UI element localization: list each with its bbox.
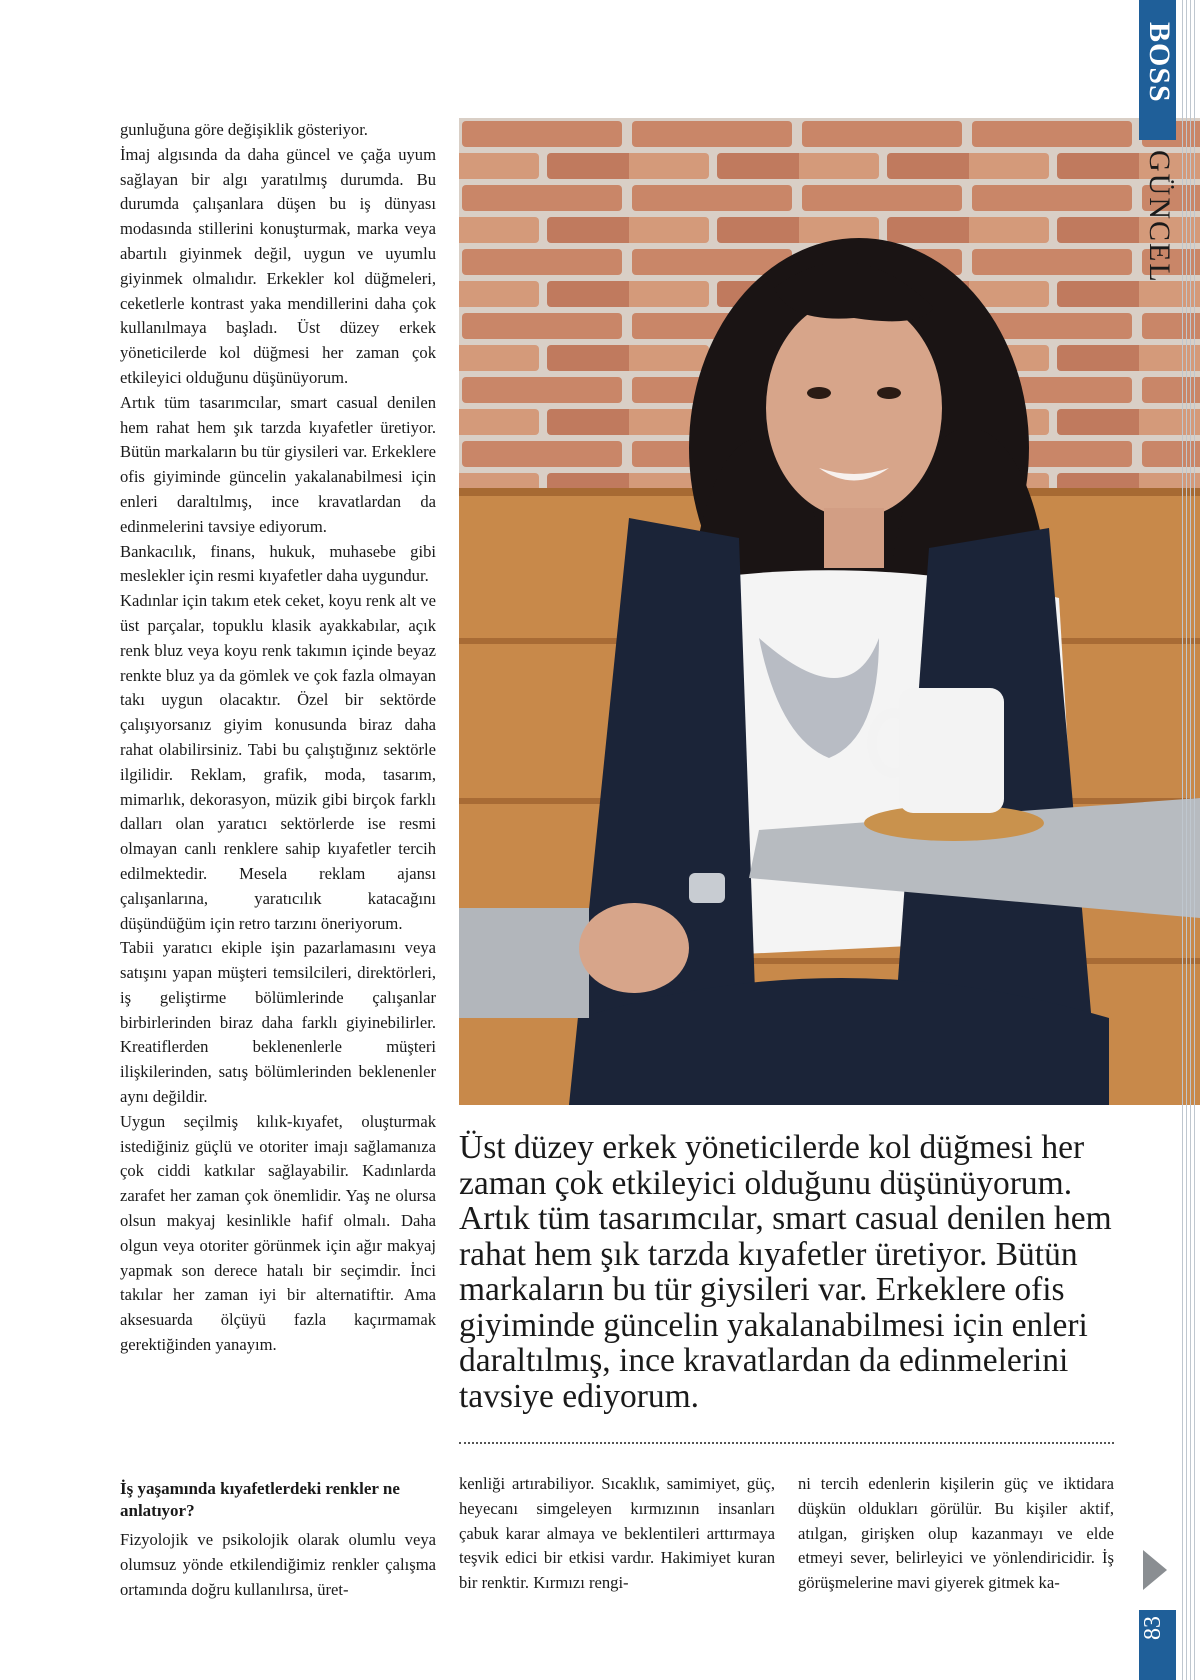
edge-rule — [1186, 0, 1187, 1680]
next-arrow-icon — [1143, 1550, 1167, 1590]
portrait-photo — [459, 118, 1200, 1105]
paragraph: gunluğuna göre değişiklik gösteriyor. — [120, 120, 368, 139]
paragraph: Uygun seçilmiş kılık-kıyafet, oluşturmak istediğiniz güçlü ve otoriter imajı sağlamanıza çok ciddi katkılar sağlayabilir. Kadınlarda zarafet her zaman çok önemlidir. Yaş ne olursa olsun makyaj kesinlikle hafif olmalı. Daha olgun veya otoriter görünmek için ağır makyaj yapmak son derece hatalı bir seçimdir. İnci takılar her zaman iyi bir alternatiftir. Ama aksesuarda ölçüyü fazla kaçırmamak gerektiğinden yanayım. — [120, 1111, 436, 1355]
edge-rule — [1190, 0, 1191, 1680]
section-label: GÜNCEL — [1143, 150, 1176, 284]
edge-rule — [1182, 0, 1183, 1680]
paragraph: Bankacılık, finans, hukuk, muhasebe gibi meslekler için resmi kıyafetler daha uygundur. — [120, 541, 436, 586]
section-subheading: İş yaşamında kıyafetlerdeki renkler ne anlatıyor? — [120, 1479, 400, 1520]
edge-rule — [1194, 0, 1195, 1680]
bottom-column-3: ni tercih edenlerin kişilerin güç ve iktidara düşkün oldukları görülür. Bu kişiler aktif, atılgan, girişken olup kazanmayı ve elde etmeyi sever, belirleyici ve yönlendiricidir. İş görüşmelerine mavi giyerek gitmek ka- — [798, 1474, 1114, 1593]
dotted-divider — [459, 1442, 1114, 1444]
bottom-column-1: Fizyolojik ve psikolojik olarak olumlu veya olumsuz yönde etkilendiğimiz renkler çalışma ortamında doğru kullanılırsa, üret- — [120, 1530, 436, 1599]
paragraph: Tabii yaratıcı ekiple işin pazarlamasını veya satışını yapan müşteri temsilcileri, direktörleri, iş geliştirme bölümlerinde çalışanlar birbirlerinden biraz daha farklı giyinebilirler. Kreatiflerden beklenenlerle müşteri ilişkilerinden, satış bölümlerinden beklenenler aynı değildir. — [120, 938, 436, 1107]
paragraph: Kadınlar için takım etek ceket, koyu renk alt ve üst parçalar, topuklu klasik ayakkabılar, açık renk bluz veya koyu renk takımın içinde beyaz renkte bluz ya da gömlek ve çok fazla olmayan takı uygun olacaktır. Özel bir sektörde çalışıyorsanız giyim konusunda biraz daha rahat olabilirsiniz. Tabi bu çalıştığınız sektörle ilgilidir. Reklam, grafik, moda, tasarım, mimarlık, dekorasyon, müzik gibi birçok farklı dalları olan yaratıcı sektörlerde ise resmi olmayan canlı renklere sahip kıyafetler tercih edilmektedir. Mesela reklam ajansı çalışanlarına, yaratıcılık katacağını düşündüğüm için retro tarzını öneriyorum. — [120, 591, 436, 933]
pull-quote: Üst düzey erkek yöneticilerde kol düğmesi her zaman çok etkileyici olduğunu düşünüyorum. Artık tüm tasarımcılar, smart casual denilen hem rahat hem şık tarzda kıyafetler üretiyor. Bütün markaların bu tür giysileri var. Erkeklere ofis giyiminde güncelin yakalanabilmesi için enleri daraltılmış, ince kravatlardan da edinmelerini tavsiye ediyorum. — [459, 1129, 1112, 1415]
paragraph: Artık tüm tasarımcılar, smart casual denilen hem rahat hem şık tarzda kıyafetler üretiyor. Bütün markaların bu tür giysileri var. Erkeklere ofis giyiminde güncelin yakalanabilmesi için enleri daraltılmış, ince kravatlardan da edinmelerini tavsiye ediyorum. — [120, 392, 436, 536]
paragraph: İmaj algısında da daha güncel ve çağa uyum sağlayan bir algı yaratılmış durumda. Bu durumda çalışanlara düşen bu iş dünyası modasında stillerini konuşturmak, marka veya abartılı giyinmek değil, uygun ve uyumlu giyinmek olmalıdır. Erkekler kol düğmeleri, ceketlerle kontrast yaka mendillerini daha çok kullanılmaya başladı. Üst düzey erkek yöneticilerde kol düğmesi her zaman çok etkileyici olduğunu düşünüyorum. — [120, 144, 436, 387]
bottom-column-2: kenliği artırabiliyor. Sıcaklık, samimiyet, güç, heyecanı simgeleyen kırmızının insanları çabuk karar almaya ve beklentileri arttırmaya teşvik edici bir etkisi vardır. Hakimiyet kuran bir renktir. Kırmızı rengi- — [459, 1474, 775, 1593]
article-left-column — [120, 118, 436, 1358]
brand-label: BOSS — [1143, 22, 1176, 103]
page-number: 83 — [1140, 1616, 1166, 1640]
